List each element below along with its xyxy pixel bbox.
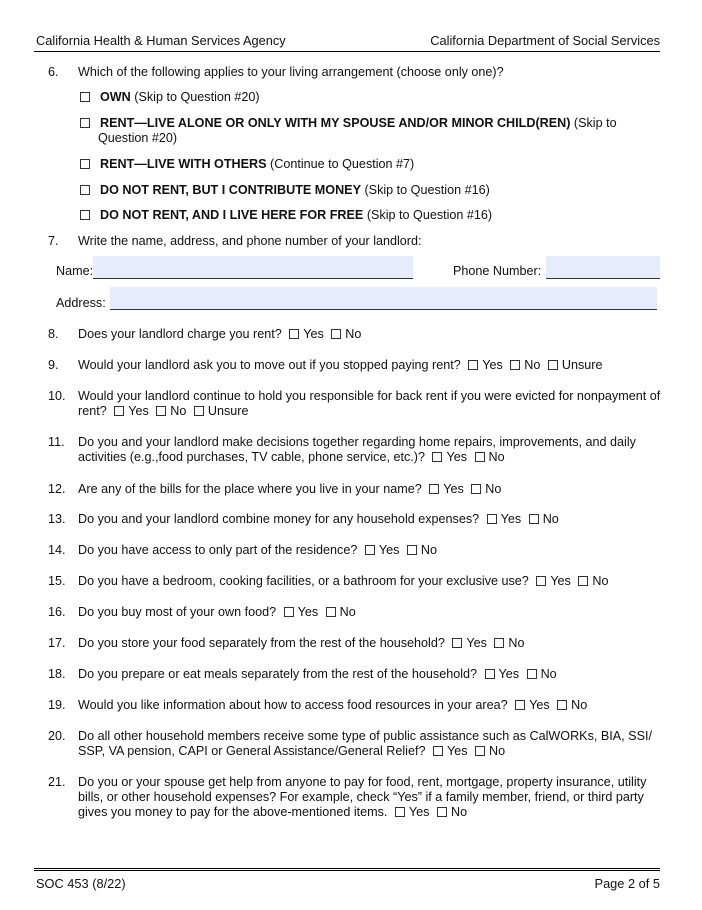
question-number: 20. (48, 729, 66, 743)
checkbox-no[interactable] (494, 638, 504, 648)
option-note: (Skip to Question #16) (363, 208, 493, 222)
option-rent-with-others[interactable] (80, 157, 662, 172)
answer-yes: Yes (297, 605, 319, 619)
answer-no: No (488, 450, 505, 464)
question-number: 10. (48, 389, 66, 403)
option-live-free[interactable] (80, 208, 662, 223)
option-rent-alone[interactable] (80, 116, 662, 146)
page-header (36, 33, 660, 48)
answer-yes: Yes (482, 358, 503, 372)
question-text: Write the name, address, and phone number of your landlord: (78, 234, 422, 248)
question-number: 9. (48, 358, 59, 372)
question-text: Would your landlord ask you to move out if you stopped paying rent? (78, 358, 461, 372)
checkbox-no[interactable] (156, 406, 166, 416)
phone-label: Phone Number: (453, 264, 542, 278)
question-16 (48, 605, 662, 620)
question-number: 16. (48, 605, 66, 619)
option-note: (Skip to Question #20) (98, 116, 617, 145)
checkbox-unsure[interactable] (548, 360, 558, 370)
question-number: 7. (48, 234, 59, 248)
question-text: Are any of the bills for the place where you live in your name? (78, 482, 422, 496)
answer-yes: Yes (408, 805, 430, 819)
question-9 (48, 358, 662, 373)
question-number: 8. (48, 327, 59, 341)
question-text: Would your landlord continue to hold you responsible for back rent if you were evicted for nonpayment of rent? (78, 389, 661, 418)
checkbox-yes[interactable] (114, 406, 124, 416)
question-12 (48, 482, 662, 497)
answer-no: No (339, 605, 356, 619)
question-15 (48, 574, 662, 589)
question-text: Which of the following applies to your living arrangement (choose only one)? (78, 65, 504, 79)
answer-no: No (420, 543, 437, 557)
question-8 (48, 327, 662, 342)
name-label: Name: (56, 264, 94, 278)
form-number: SOC 453 (8/22) (36, 876, 126, 891)
landlord-name-field[interactable] (93, 256, 413, 279)
answer-yes: Yes (500, 512, 522, 526)
question-number: 15. (48, 574, 66, 588)
option-label: OWN (100, 90, 131, 104)
option-contribute-money[interactable] (80, 183, 662, 198)
checkbox-unsure[interactable] (194, 406, 204, 416)
page-footer (36, 876, 660, 891)
answer-yes: Yes (446, 450, 468, 464)
question-10 (48, 389, 662, 419)
question-text: Do you buy most of your own food? (78, 605, 277, 619)
question-number: 19. (48, 698, 66, 712)
answer-yes: Yes (550, 574, 571, 588)
option-note: (Skip to Question #16) (360, 183, 490, 197)
question-13 (48, 512, 662, 527)
checkbox[interactable] (80, 185, 90, 195)
question-number: 12. (48, 482, 66, 496)
landlord-address-field[interactable] (110, 287, 657, 310)
answer-yes: Yes (128, 404, 149, 418)
question-text: Do you and your landlord combine money for any household expenses? (78, 512, 480, 526)
checkbox-yes[interactable] (485, 669, 495, 679)
header-rule (34, 51, 660, 52)
question-number: 14. (48, 543, 66, 557)
question-20 (48, 729, 662, 759)
question-number: 17. (48, 636, 66, 650)
question-19 (48, 698, 662, 713)
agency-name: California Health & Human Services Agency (36, 33, 286, 48)
page-number: Page 2 of 5 (594, 876, 660, 891)
question-7 (48, 234, 662, 249)
question-18 (48, 667, 662, 682)
answer-yes: Yes (378, 543, 400, 557)
answer-no: No (524, 358, 541, 372)
checkbox-yes[interactable] (429, 484, 439, 494)
answer-yes: Yes (498, 667, 520, 681)
answer-no: No (489, 744, 506, 758)
answer-no: No (540, 667, 557, 681)
checkbox-no[interactable] (407, 545, 417, 555)
checkbox-yes[interactable] (433, 746, 443, 756)
option-own[interactable] (80, 90, 662, 105)
question-text: Do you and your landlord make decisions together regarding home repairs, improvements, and daily activities (e.g.,food purchases, TV cable, phone service, etc.)? (78, 435, 636, 464)
checkbox-yes[interactable] (515, 700, 525, 710)
question-number: 6. (48, 65, 59, 79)
option-note: (Skip to Question #20) (130, 90, 260, 104)
question-text: Do you have a bedroom, cooking facilities, or a bathroom for your exclusive use? (78, 574, 529, 588)
answer-yes: Yes (446, 744, 468, 758)
answer-no: No (170, 404, 187, 418)
checkbox[interactable] (80, 118, 90, 128)
option-label: DO NOT RENT, BUT I CONTRIBUTE MONEY (100, 183, 361, 197)
checkbox-yes[interactable] (395, 807, 405, 817)
checkbox-no[interactable] (527, 669, 537, 679)
option-note: (Continue to Question #7) (266, 157, 415, 171)
answer-no: No (542, 512, 559, 526)
option-label: RENT—LIVE ALONE OR ONLY WITH MY SPOUSE AND/OR MINOR CHILD(REN) (100, 116, 571, 130)
checkbox-yes[interactable] (284, 607, 294, 617)
question-6 (48, 65, 662, 80)
question-17 (48, 636, 662, 651)
checkbox-yes[interactable] (536, 576, 546, 586)
question-21 (48, 775, 662, 820)
checkbox-no[interactable] (331, 329, 341, 339)
option-label: DO NOT RENT, AND I LIVE HERE FOR FREE (100, 208, 364, 222)
answer-no: No (592, 574, 609, 588)
checkbox-yes[interactable] (452, 638, 462, 648)
footer-rule (34, 868, 660, 871)
checkbox-yes[interactable] (432, 452, 442, 462)
answer-yes: Yes (466, 636, 487, 650)
answer-no: No (450, 805, 468, 819)
question-text: Do you have access to only part of the residence? (78, 543, 358, 557)
question-11 (48, 435, 662, 465)
question-number: 13. (48, 512, 66, 526)
checkbox-no[interactable] (471, 484, 481, 494)
checkbox-yes[interactable] (487, 514, 497, 524)
question-text: Do you prepare or eat meals separately from the rest of the household? (78, 667, 478, 681)
checkbox-no[interactable] (557, 700, 567, 710)
checkbox-yes[interactable] (365, 545, 375, 555)
question-text: Do all other household members receive some type of public assistance such as CalWORKs, BIA, SSI/ SSP, VA pension, CAPI or General Assistance/General Relief? (78, 729, 652, 758)
answer-unsure: Unsure (561, 358, 603, 372)
answer-no: No (571, 698, 588, 712)
checkbox-yes[interactable] (468, 360, 478, 370)
answer-no: No (345, 327, 362, 341)
landlord-phone-field[interactable] (546, 256, 660, 279)
question-text: Do you or your spouse get help from anyone to pay for food, rent, mortgage, property insurance, utility bills, or other household expenses? For example, check “Yes” if a family member, friend, or third party gives you money to pay for the above-mentioned items. (78, 775, 647, 819)
department-name: California Department of Social Services (430, 33, 660, 48)
question-text: Does your landlord charge you rent? (78, 327, 282, 341)
checkbox-no[interactable] (475, 452, 485, 462)
question-number: 21. (48, 775, 66, 789)
question-number: 11. (48, 435, 65, 449)
answer-yes: Yes (529, 698, 550, 712)
checkbox[interactable] (80, 159, 90, 169)
checkbox[interactable] (80, 92, 90, 102)
option-label: RENT—LIVE WITH OTHERS (100, 157, 267, 171)
answer-yes: Yes (303, 327, 324, 341)
question-text: Would you like information about how to access food resources in your area? (78, 698, 508, 712)
answer-no: No (485, 482, 502, 496)
checkbox-no[interactable] (326, 607, 336, 617)
checkbox-no[interactable] (510, 360, 520, 370)
answer-no: No (508, 636, 525, 650)
address-label: Address: (56, 296, 106, 310)
answer-yes: Yes (443, 482, 464, 496)
checkbox-no[interactable] (475, 746, 485, 756)
question-text: Do you store your food separately from the rest of the household? (78, 636, 445, 650)
checkbox-yes[interactable] (289, 329, 299, 339)
checkbox[interactable] (80, 210, 90, 220)
checkbox-no[interactable] (437, 807, 447, 817)
checkbox-no[interactable] (578, 576, 588, 586)
question-14 (48, 543, 662, 558)
question-number: 18. (48, 667, 66, 681)
answer-unsure: Unsure (207, 404, 249, 418)
checkbox-no[interactable] (529, 514, 539, 524)
